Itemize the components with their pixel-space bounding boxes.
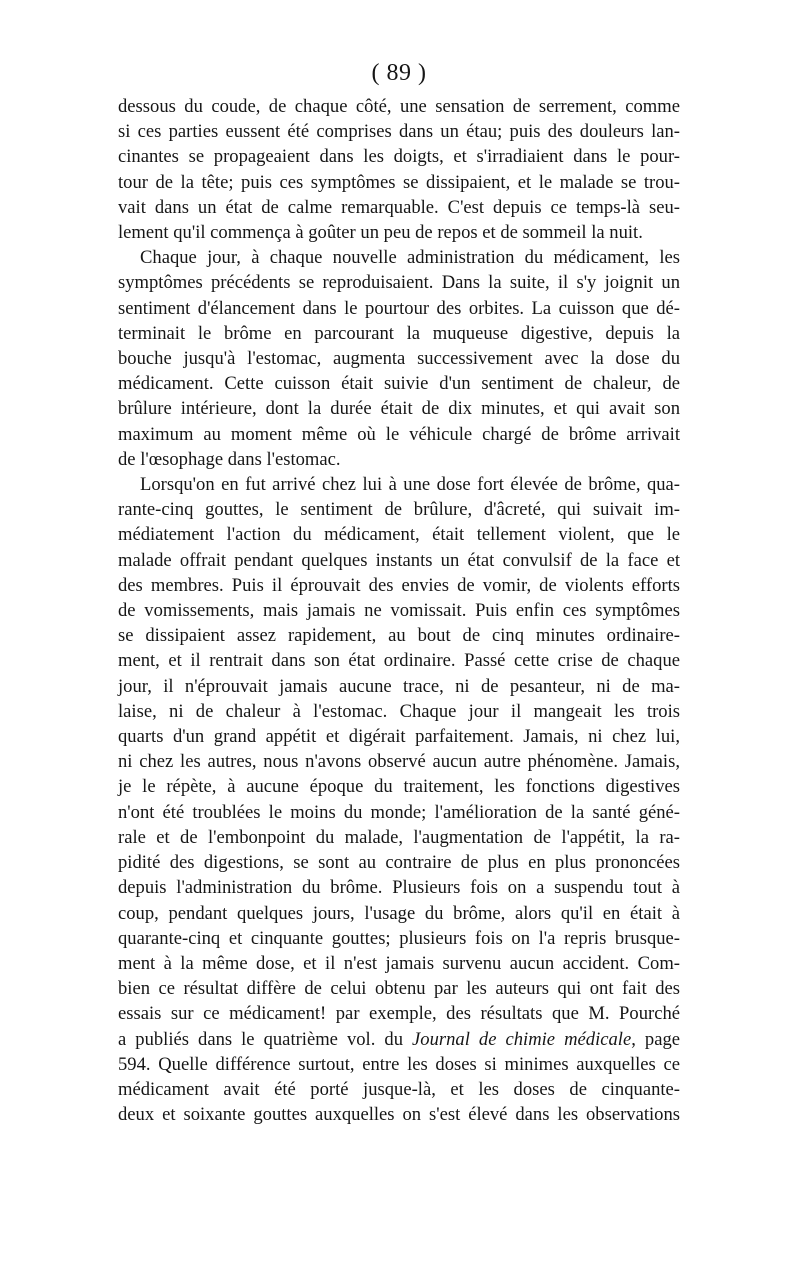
- journal-title: Journal de chimie médicale: [412, 1028, 632, 1050]
- text-line: rale et de l'embonpoint du malade, l'augmentation de l'appétit, la ra-: [118, 826, 680, 848]
- text-line: laise, ni de chaleur à l'estomac. Chaque jour il mangeait les trois: [118, 700, 680, 722]
- text-line: deux et soixante gouttes auxquelles on s'est élevé dans les observations: [118, 1104, 680, 1126]
- text-line: coup, pendant quelques jours, l'usage du brôme, alors qu'il en était à: [118, 902, 680, 924]
- text-line: bouche jusqu'à l'estomac, augmenta successivement avec la dose du: [118, 348, 680, 370]
- text-line: dessous du coude, de chaque côté, une sensation de serrement, comme: [118, 96, 680, 117]
- text-line: bien ce résultat diffère de celui obtenu par les auteurs qui ont fait des: [118, 978, 680, 1000]
- text-line: quarante-cinq et cinquante gouttes; plusieurs fois on l'a repris brusque-: [118, 927, 680, 949]
- text-line: sentiment d'élancement dans le pourtour des orbites. La cuisson que dé-: [118, 297, 680, 319]
- page-number: ( 89 ): [371, 60, 427, 86]
- text-line: si ces parties eussent été comprises dans un étau; puis des douleurs lan-: [118, 121, 680, 143]
- text-line: je le répète, à aucune époque du traitement, les fonctions digestives: [118, 776, 680, 798]
- text-line-with-journal-title: [118, 1027, 680, 1052]
- text-line: rante-cinq gouttes, le sentiment de brûlure, d'âcreté, qui suivait im-: [118, 499, 680, 521]
- text-line: ment, et il rentrait dans son état ordinaire. Passé cette crise de chaque: [118, 650, 680, 672]
- text-line: ni chez les autres, nous n'avons observé aucun autre phénomène. Jamais,: [118, 751, 680, 773]
- paragraph-start-line: Chaque jour, à chaque nouvelle administration du médicament, les: [140, 247, 680, 269]
- text-line: de l'œsophage dans l'estomac.: [118, 448, 341, 470]
- text-line: vait dans un état de calme remarquable. C'est depuis ce temps-là seu-: [118, 196, 680, 218]
- text-segment: , page: [631, 1028, 680, 1050]
- text-line: essais sur ce médicament! par exemple, des résultats que M. Pourché: [118, 1003, 680, 1025]
- text-line: médiatement l'action du médicament, était tellement violent, que le: [118, 524, 680, 546]
- text-segment: a publiés dans le quatrième vol. du: [118, 1028, 403, 1050]
- text-line: 594. Quelle différence surtout, entre les doses si minimes auxquelles ce: [118, 1053, 680, 1075]
- text-line: ment à la même dose, et il n'est jamais survenu aucun accident. Com-: [118, 952, 680, 974]
- text-line: n'ont été troublées le moins du monde; l'amélioration de la santé géné-: [118, 801, 680, 823]
- text-line: pidité des digestions, se sont au contraire de plus en plus prononcées: [118, 852, 680, 874]
- text-line: des membres. Puis il éprouvait des envies de vomir, de violents efforts: [118, 574, 680, 596]
- text-line: se dissipaient assez rapidement, au bout de cinq minutes ordinaire-: [118, 625, 680, 647]
- text-line: malade offrait pendant quelques instants un état convulsif de la face et: [118, 549, 680, 571]
- text-line: symptômes précédents se reproduisaient. Dans la suite, il s'y joignit un: [118, 272, 680, 294]
- text-line: depuis l'administration du brôme. Plusieurs fois on a suspendu tout à: [118, 877, 680, 899]
- text-line: quarts d'un grand appétit et digérait parfaitement. Jamais, ni chez lui,: [118, 726, 680, 748]
- text-line: maximum au moment même où le véhicule chargé de brôme arrivait: [118, 423, 680, 445]
- book-page: [118, 58, 680, 1127]
- text-line: cinantes se propageaient dans les doigts, et s'irradiaient dans le pour-: [118, 146, 680, 168]
- body-text: [118, 94, 680, 1127]
- text-line: tour de la tête; puis ces symptômes se dissipaient, et le malade se trou-: [118, 171, 680, 193]
- text-line: lement qu'il commença à goûter un peu de repos et de sommeil la nuit.: [118, 222, 643, 244]
- text-line: médicament. Cette cuisson était suivie d'un sentiment de chaleur, de: [118, 373, 680, 395]
- text-line: jour, il n'éprouvait jamais aucune trace, ni de pesanteur, ni de ma-: [118, 675, 680, 697]
- paragraph-start-line: Lorsqu'on en fut arrivé chez lui à une dose fort élevée de brôme, qua-: [140, 474, 680, 496]
- text-line: de vomissements, mais jamais ne vomissait. Puis enfin ces symptômes: [118, 600, 680, 622]
- text-line: brûlure intérieure, dont la durée était de dix minutes, et qui avait son: [118, 398, 680, 420]
- text-line: terminait le brôme en parcourant la muqueuse digestive, depuis la: [118, 322, 680, 344]
- text-line: médicament avait été porté jusque-là, et les doses de cinquante-: [118, 1078, 680, 1100]
